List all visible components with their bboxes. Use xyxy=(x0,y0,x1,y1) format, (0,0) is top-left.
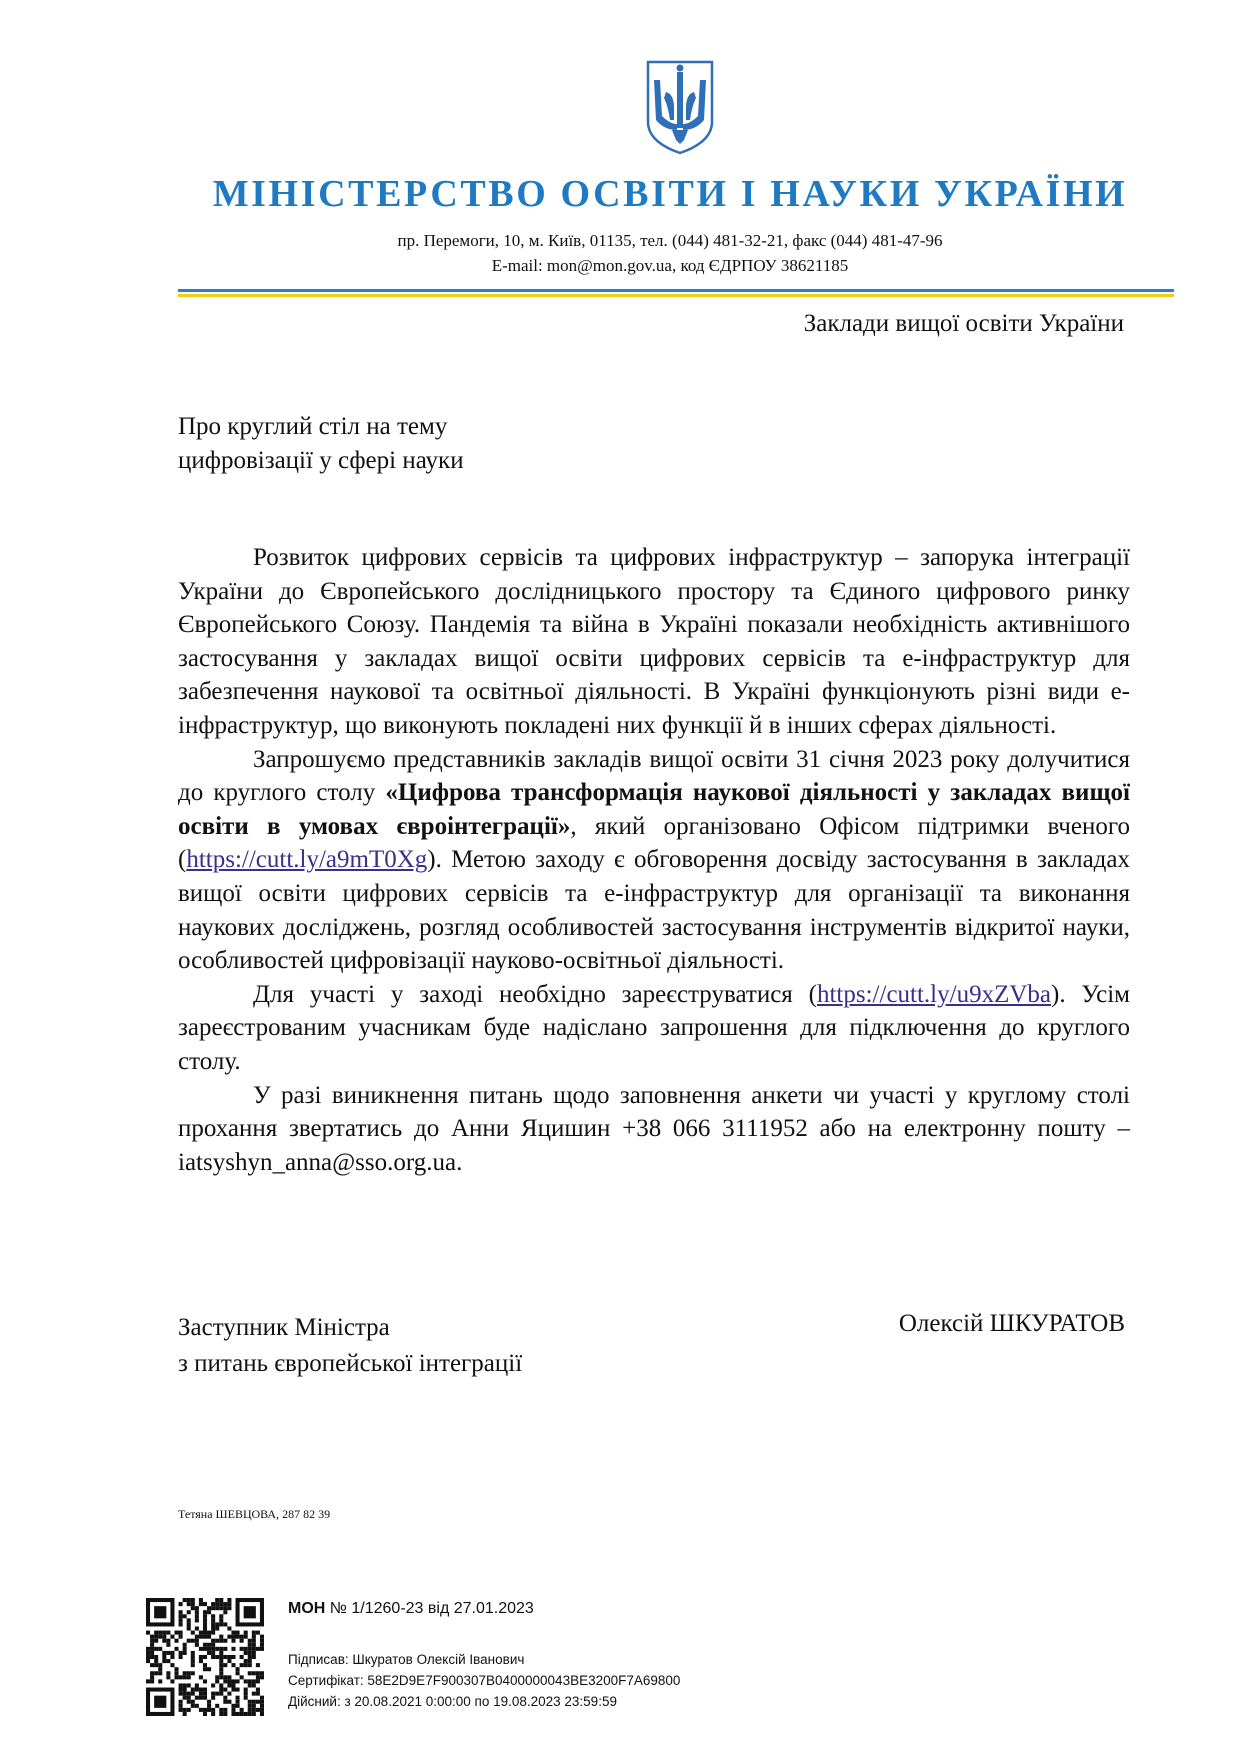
executor-note: Тетяна ШЕВЦОВА, 287 82 39 xyxy=(178,1507,331,1521)
header-rule-blue xyxy=(178,289,1174,292)
ministry-name: МІНІСТЕРСТВО ОСВІТИ І НАУКИ УКРАЇНИ xyxy=(212,173,1128,215)
signer-position-line-2: з питань європейської інтеграції xyxy=(178,1350,523,1377)
paragraph-4: У разі виникнення питань щодо заповнення анкети чи участі у круглому столі прохання звертатись до Анни Яцишин +38 066 3111952 або на електронну пошту – iatsyshyn_anna@sso.org.ua. xyxy=(178,1081,1130,1176)
paragraph-1: Розвиток цифрових сервісів та цифрових інфраструктур – запорука інтеграції України до Європейського дослідницького простору та Єдиного цифрового ринку Європейського Союзу. Пандемія та війна в Україні показали необхідність активнішого застосування у закладах вищої освіти цифрових сервісів та е-інфраструктур для забезпечення наукової та освітньої діяльності. В Україні функціонують різні види е-інфраструктур, що виконують покладені них функції й в інших сферах діяльності. xyxy=(178,544,1130,739)
paragraph-2-intro: Запрошуємо представників закладів вищої освіти 31 січня 2023 року долучитися до круглого столу xyxy=(178,745,1130,807)
qr-code-icon xyxy=(146,1598,264,1716)
signer-position xyxy=(178,1310,522,1382)
trident-coat-of-arms-icon xyxy=(644,58,716,156)
signer-position-line-1: Заступник Міністра xyxy=(178,1314,390,1341)
certificate-number: Сертифікат: 58E2D9E7F900307B0400000043BE3200F7A69800 xyxy=(288,1673,681,1688)
signer-name: Олексій ШКУРАТОВ xyxy=(898,1310,1125,1337)
registration-number xyxy=(288,1600,534,1618)
subject-line-2: цифровізації у сфері науки xyxy=(178,447,464,474)
letter-body xyxy=(178,541,1130,1179)
paragraph-3-outro: ). Усім зареєстрованим учасникам буде надіслано запрошення для підключення до круглого столу. xyxy=(178,980,1130,1075)
paragraph-2-middle: , який організовано Офісом підтримки вченого ( xyxy=(178,812,1130,874)
email-line: E-mail: mon@mon.gov.ua, код ЄДРПОУ 38621185 xyxy=(491,256,849,275)
subject xyxy=(178,410,464,478)
paragraph-3 xyxy=(178,978,1130,1079)
paragraph-2-outro: ). Метою заходу є обговорення досвіду застосування в закладах вищої освіти цифрових сервісів та е-інфраструктур для організації та виконання наукових досліджень, розгляд особливостей застосування інструментів відкритої науки, особливостей цифровізації науково-освітньої діяльності. xyxy=(178,846,1130,975)
registration-link[interactable]: https://cutt.ly/u9xZVba xyxy=(816,980,1051,1008)
address-line: пр. Перемоги, 10, м. Київ, 01135, тел. (044) 481-32-21, факс (044) 481-47-96 xyxy=(397,231,943,250)
registration-number-value: № 1/1260-23 від 27.01.2023 xyxy=(329,1600,534,1617)
header-rule-yellow xyxy=(178,294,1174,297)
recipient: Заклади вищої освіти України xyxy=(803,310,1124,337)
registration-org: МОН xyxy=(288,1600,326,1617)
certificate-validity: Дійсний: з 20.08.2021 0:00:00 по 19.08.2023 23:59:59 xyxy=(288,1694,617,1709)
event-link[interactable]: https://cutt.ly/a9mT0Xg xyxy=(186,846,428,874)
paragraph-3-intro: Для участі у заході необхідно зареєструватися ( xyxy=(253,980,817,1008)
signed-by: Підписав: Шкуратов Олексій Іванович xyxy=(288,1652,525,1667)
event-title: «Цифрова трансформація наукової діяльності у закладах вищої освіти в умовах євроінтеграції» xyxy=(178,779,1130,840)
paragraph-2 xyxy=(178,743,1130,978)
subject-line-1: Про круглий стіл на тему xyxy=(178,413,448,440)
